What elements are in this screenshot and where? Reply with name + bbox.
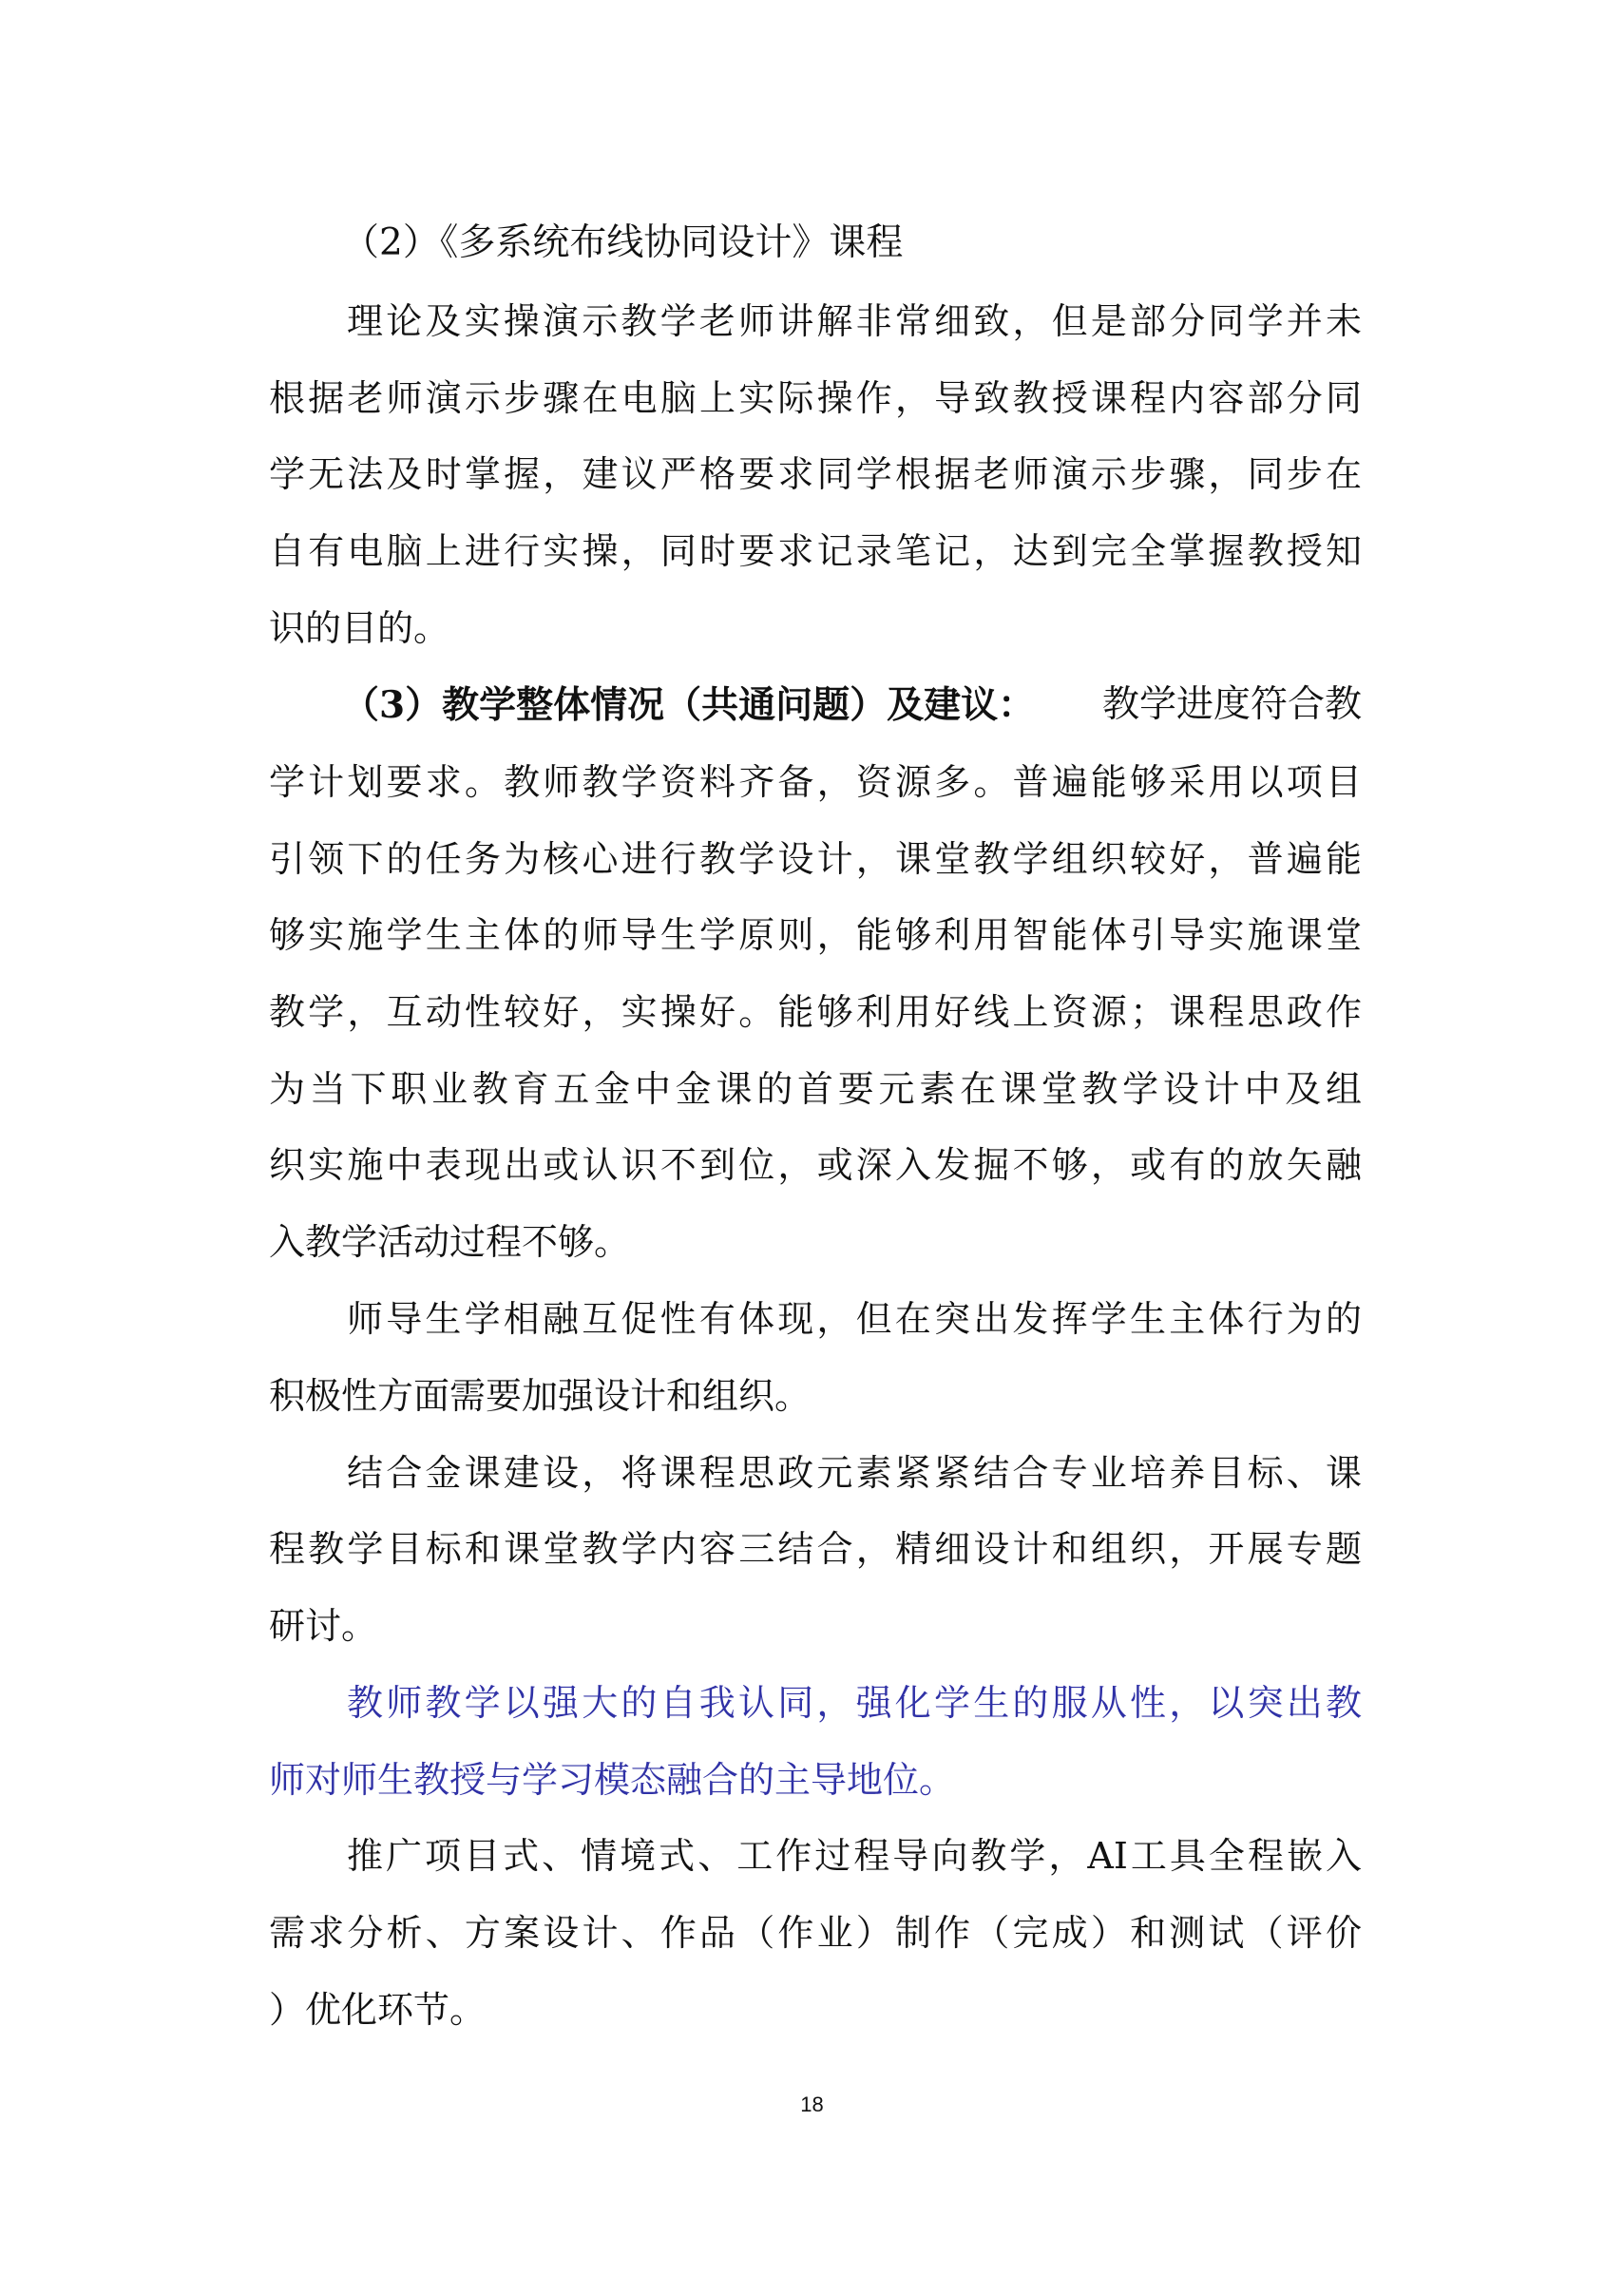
paragraph-5-line-1: 教师教学以强大的自我认同，强化学生的服从性，以突出教 xyxy=(347,1682,1362,1724)
paragraph-2-line-5: 为当下职业教育五金中金课的首要元素在课堂教学设计中及组 xyxy=(269,1068,1362,1110)
page-number: 18 xyxy=(800,2092,824,2116)
paragraph-3-line-1: 师导生学相融互促性有体现，但在突出发挥学生主体行为的 xyxy=(347,1298,1362,1340)
paragraph-6-line-1: 推广项目式、情境式、工作过程导向教学，AI工具全程嵌入 xyxy=(347,1835,1362,1877)
section-heading-3-text: 教学进度符合教 xyxy=(1101,683,1362,726)
paragraph-1-line-3: 学无法及时掌握，建议严格要求同学根据老师演示步骤，同步在 xyxy=(269,453,1362,495)
paragraph-1-line-4: 自有电脑上进行实操，同时要求记录笔记，达到完全掌握教授知 xyxy=(269,530,1362,572)
paragraph-2-line-1: 学计划要求。教师教学资料齐备，资源多。普遍能够采用以项目 xyxy=(269,761,1362,803)
section-heading-3 xyxy=(342,682,1362,728)
paragraph-1-line-1: 理论及实操演示教学老师讲解非常细致，但是部分同学并未 xyxy=(347,300,1362,342)
paragraph-1-line-2: 根据老师演示步骤在电脑上实际操作，导致教授课程内容部分同 xyxy=(269,377,1362,419)
paragraph-2-line-6: 织实施中表现出或认识不到位，或深入发掘不够，或有的放矢融 xyxy=(269,1144,1362,1186)
section-heading-2: （2）《多系统布线协同设计》课程 xyxy=(342,221,904,264)
paragraph-6-line-3: ）优化环节。 xyxy=(269,1989,487,2031)
paragraph-2-line-3: 够实施学生主体的师导生学原则，能够利用智能体引导实施课堂 xyxy=(269,914,1362,956)
paragraph-2-line-4: 教学，互动性较好，实操好。能够利用好线上资源；课程思政作 xyxy=(269,991,1362,1033)
paragraph-1-line-5: 识的目的。 xyxy=(269,607,450,649)
paragraph-4-line-2: 程教学目标和课堂教学内容三结合，精细设计和组织，开展专题 xyxy=(269,1528,1362,1570)
section-heading-3-title: （3）教学整体情况（共通问题）及建议： xyxy=(342,683,1036,727)
paragraph-4-line-3: 研讨。 xyxy=(269,1605,378,1647)
paragraph-2-line-7: 入教学活动过程不够。 xyxy=(269,1221,631,1263)
paragraph-5-line-2: 师对师生教授与学习模态融合的主导地位。 xyxy=(269,1759,956,1801)
paragraph-4-line-1: 结合金课建设，将课程思政元素紧紧结合专业培养目标、课 xyxy=(347,1452,1362,1494)
paragraph-2-line-2: 引领下的任务为核心进行教学设计，课堂教学组织较好，普遍能 xyxy=(269,838,1362,880)
paragraph-6-line-2: 需求分析、方案设计、作品（作业）制作（完成）和测试（评价 xyxy=(269,1912,1362,1954)
paragraph-3-line-2: 积极性方面需要加强设计和组织。 xyxy=(269,1375,812,1417)
